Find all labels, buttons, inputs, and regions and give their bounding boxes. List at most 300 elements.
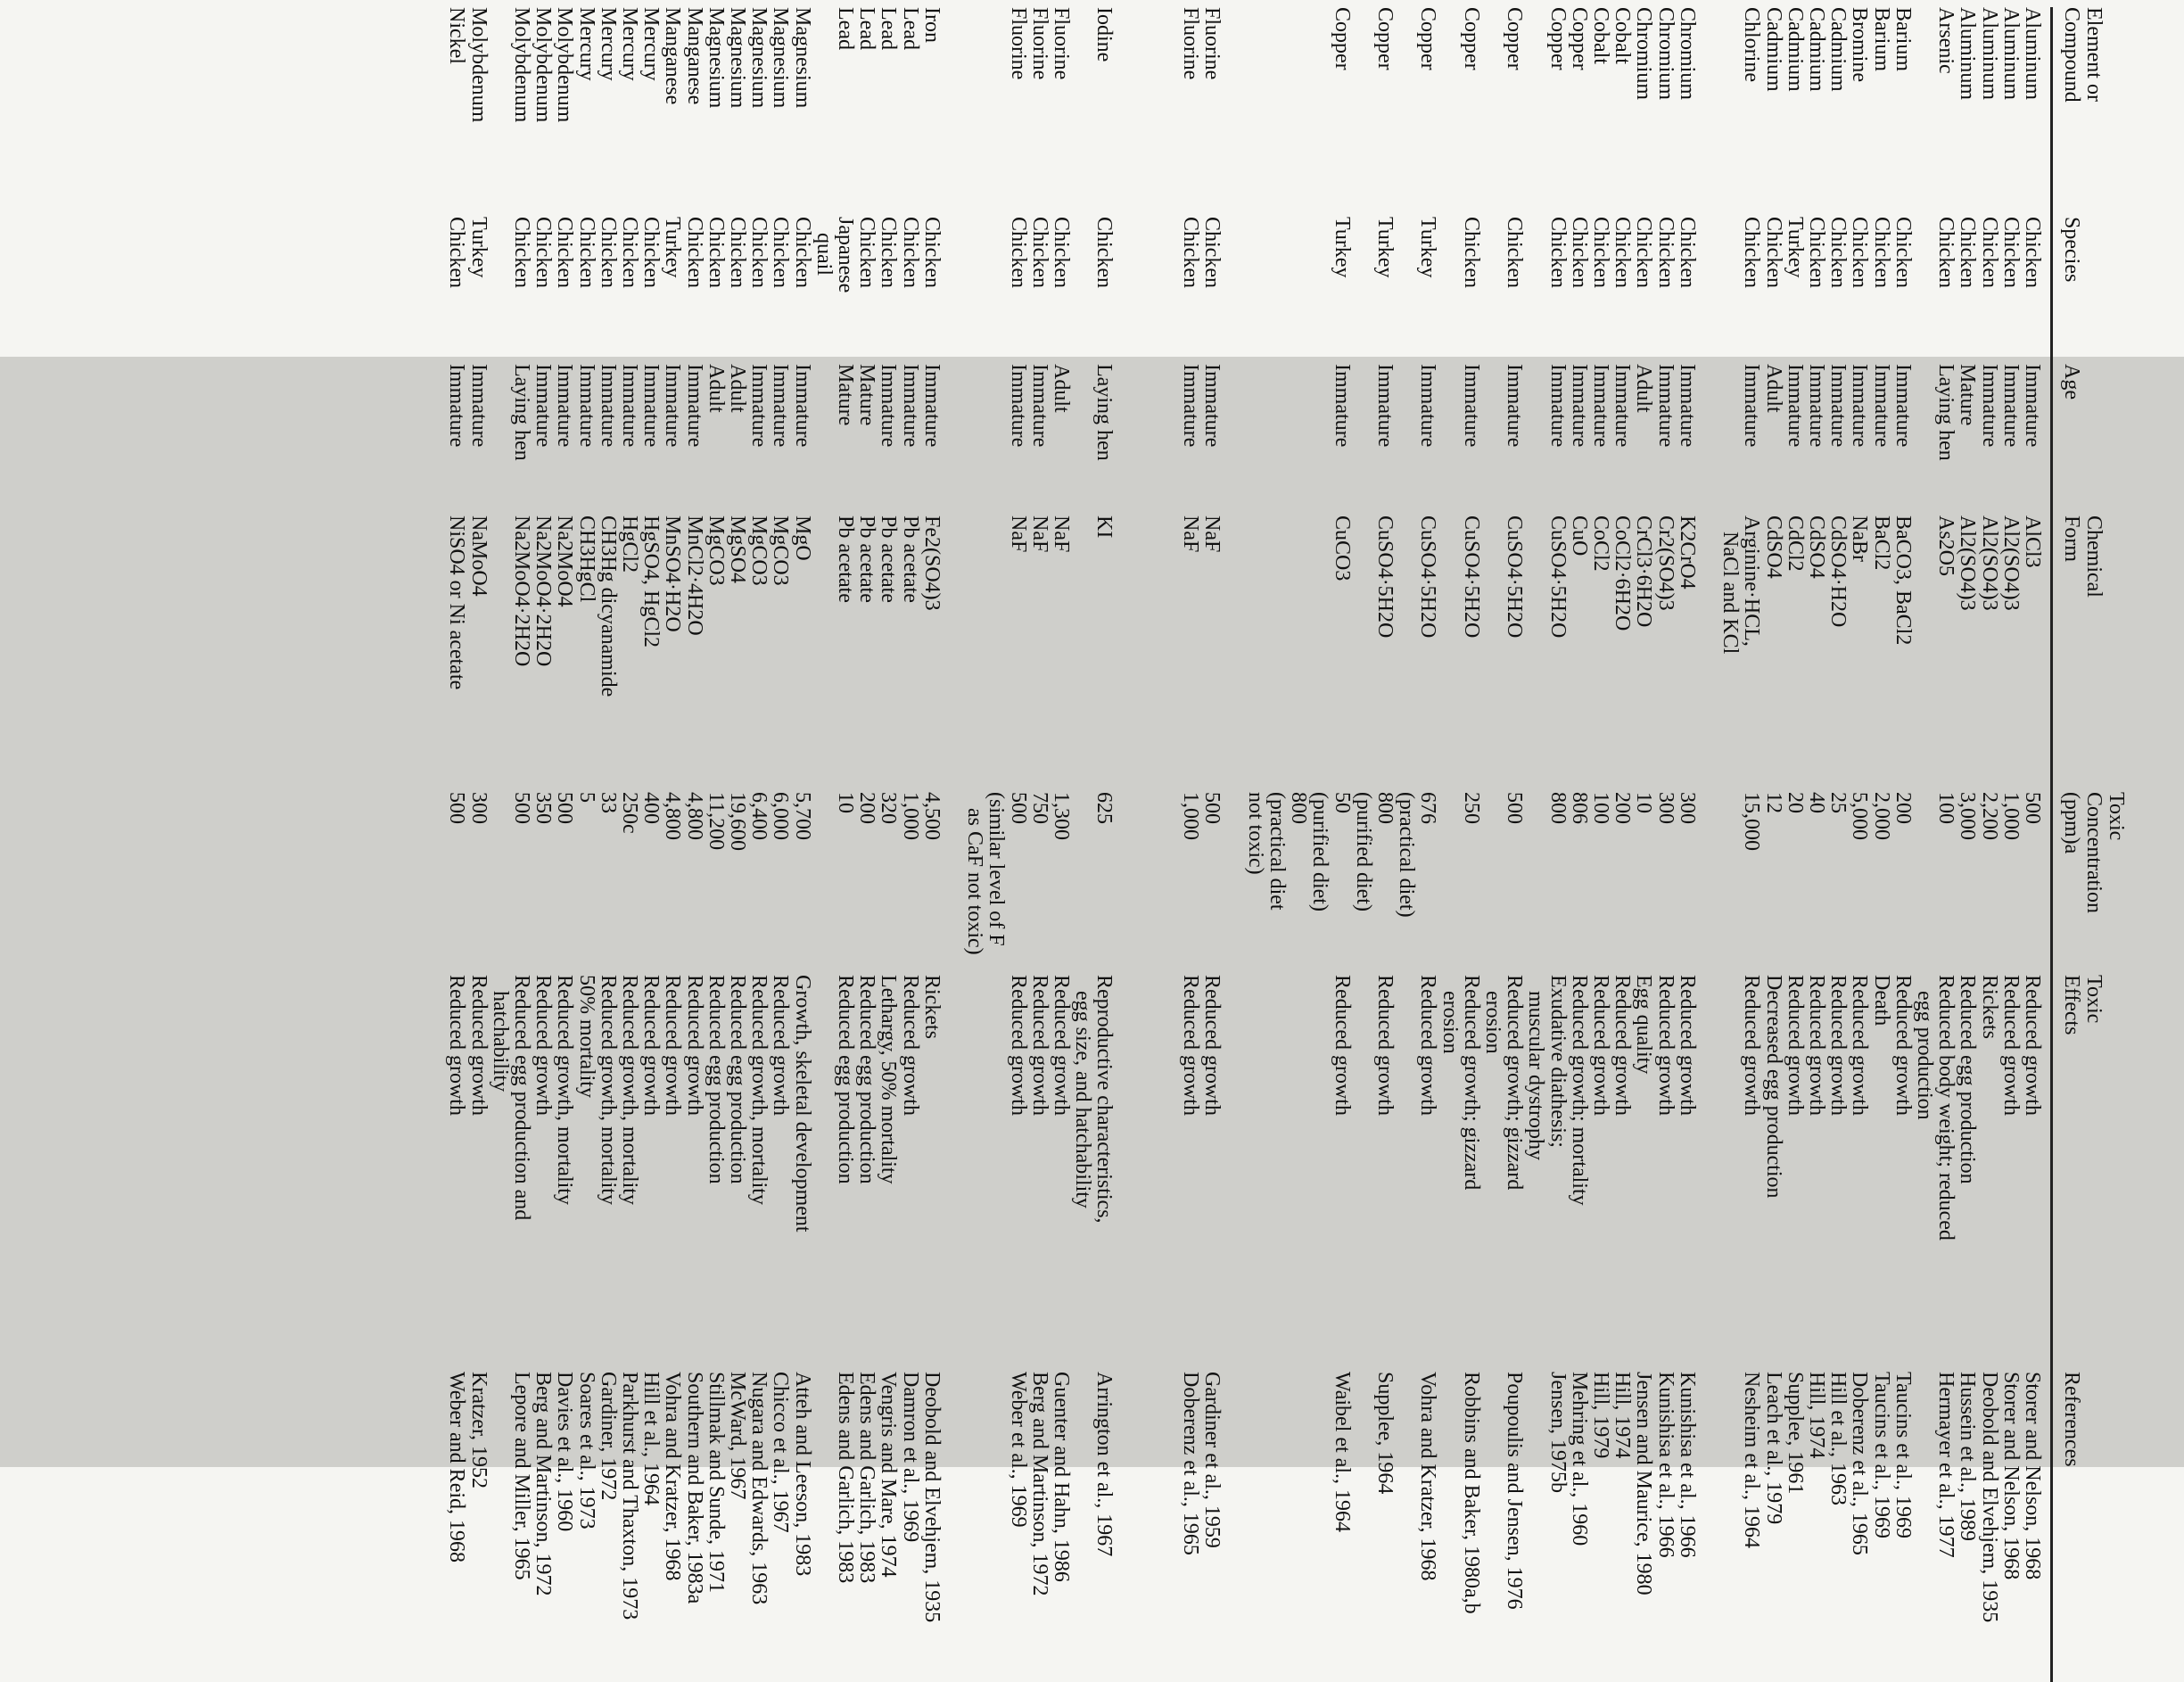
- cell-reference: Hill et al., 1963: [1826, 1372, 1850, 1505]
- cell-chemical-form: Al2(SO4)3: [1977, 515, 2001, 611]
- cell-concentration: 250: [1459, 792, 1483, 824]
- cell-concentration: 200: [1611, 792, 1635, 824]
- table-row: [511, 7, 532, 1682]
- cell-concentration: 300: [1653, 792, 1677, 824]
- cell-species: Chicken: [1848, 217, 1872, 288]
- cell-species: Chicken: [1567, 217, 1591, 288]
- cell-age: Adult: [1632, 364, 1656, 413]
- cell-species: Chicken: [1740, 217, 1764, 288]
- cell-element: Arsenic: [1934, 7, 1958, 74]
- cell-effects: Reproductive characteristics,: [1092, 975, 1117, 1224]
- table-row: [1115, 7, 1136, 1682]
- cell-age: Immature: [1416, 364, 1440, 448]
- cell-chemical-form: Fe2(SO4)3: [919, 515, 944, 611]
- table-row: [1374, 7, 1396, 1682]
- cell-reference: Soares et al., 1973: [574, 1372, 598, 1529]
- cell-species: Chicken: [1611, 217, 1635, 288]
- cell-effects: Reduced growth: [1805, 975, 1828, 1116]
- cell-effects: Reduced egg production: [726, 975, 749, 1184]
- cell-effects: 50% mortality: [574, 975, 598, 1098]
- cell-element: Lead: [898, 7, 922, 50]
- cell-reference: McWard, 1967: [726, 1372, 749, 1500]
- cell-element: Cadmium: [1761, 7, 1785, 92]
- cell-element: Magnesium: [769, 7, 793, 109]
- cell-effects: Reduced growth: [1373, 975, 1397, 1116]
- table-row: [1590, 7, 1611, 1682]
- cell-concentration: 400: [639, 792, 663, 824]
- table-row: [1762, 7, 1784, 1682]
- header-species: Species: [2060, 217, 2083, 283]
- cell-effects: Reduced growth: [2021, 975, 2044, 1116]
- cell-reference: Storer and Nelson, 1968: [1999, 1372, 2023, 1580]
- cell-effects: Reduced growth: [1783, 975, 1807, 1116]
- cell-age: Immature: [1891, 364, 1915, 448]
- cell-effects: Reduced growth: [1848, 975, 1872, 1116]
- cell-concentration: (practical diet): [1395, 792, 1419, 918]
- cell-species: Chicken: [919, 217, 944, 288]
- cell-reference: Doberenz et al., 1965: [1848, 1372, 1872, 1555]
- table-row: [1849, 7, 1870, 1682]
- cell-effects: Reduced growth; gizzard: [1503, 975, 1527, 1191]
- cell-effects: Reduced growth: [1416, 975, 1440, 1116]
- cell-chemical-form: CoCl2: [1589, 515, 1612, 572]
- cell-element: Magnesium: [704, 7, 728, 109]
- cell-age: Immature: [1027, 364, 1051, 448]
- cell-species: Turkey: [466, 217, 490, 278]
- cell-reference: Vohra and Kratzer, 1968: [1416, 1372, 1440, 1581]
- cell-element: Chromium: [1632, 7, 1656, 101]
- cell-chemical-form: Pb acetate: [834, 515, 857, 603]
- table-row: [1245, 7, 1266, 1682]
- cell-reference: Edens and Garlich, 1983: [834, 1372, 857, 1584]
- table-row: [813, 7, 835, 1682]
- table-row: [1266, 7, 1288, 1682]
- cell-species: Chicken: [553, 217, 577, 288]
- cell-element: Lead: [834, 7, 857, 50]
- cell-chemical-form: CdSO4: [1805, 515, 1828, 579]
- cell-species: Chicken: [1589, 217, 1612, 288]
- cell-element: Molybdenum: [532, 7, 556, 123]
- cell-age: Immature: [790, 364, 814, 448]
- cell-concentration: 6,400: [747, 792, 771, 840]
- cell-element: Manganese: [661, 7, 685, 105]
- cell-species: Chicken: [1006, 217, 1030, 288]
- cell-species: Chicken: [639, 217, 663, 288]
- table-row: [1158, 7, 1180, 1682]
- cell-age: Immature: [1977, 364, 2001, 448]
- cell-chemical-form: CoCl2·6H2O: [1611, 515, 1635, 631]
- table-row: [1007, 7, 1028, 1682]
- cell-species: Chicken: [1977, 217, 2001, 288]
- cell-age: Immature: [661, 364, 685, 448]
- cell-chemical-form: CuO: [1567, 515, 1591, 557]
- cell-age: Immature: [574, 364, 598, 448]
- cell-reference: Weber and Reid, 1968: [445, 1372, 469, 1563]
- cell-effects: Reduced growth: [682, 975, 706, 1116]
- cell-chemical-form: Al2(SO4)3: [1999, 515, 2023, 611]
- table-row: [1978, 7, 1999, 1682]
- cell-concentration: 500: [1503, 792, 1527, 824]
- table-row: [748, 7, 770, 1682]
- cell-effects: Reduced egg production and: [510, 975, 533, 1221]
- cell-reference: Jensen and Maurice, 1980: [1632, 1372, 1656, 1595]
- table-row: [683, 7, 705, 1682]
- cell-chemical-form: NaF: [1027, 515, 1051, 553]
- cell-element: Fluorine: [1006, 7, 1030, 80]
- cell-element: Iron: [919, 7, 944, 43]
- cell-reference: Hussein et al., 1989: [1956, 1372, 1980, 1541]
- cell-effects: erosion: [1481, 975, 1504, 1054]
- cell-reference: Parkhurst and Thaxton, 1973: [618, 1372, 641, 1620]
- table-row: [921, 7, 943, 1682]
- cell-element: Bromine: [1848, 7, 1872, 82]
- cell-age: Immature: [747, 364, 771, 448]
- table-row: [835, 7, 856, 1682]
- cell-effects: Reduced growth: [1589, 975, 1612, 1116]
- cell-age: Adult: [1761, 364, 1785, 413]
- cell-concentration: 25: [1826, 792, 1850, 813]
- cell-effects: Rickets: [1977, 975, 2001, 1039]
- cell-age: Immature: [1545, 364, 1570, 448]
- table-row: [1677, 7, 1698, 1682]
- cell-chemical-form: CuSO4·5H2O: [1459, 515, 1483, 639]
- cell-concentration: (practical diet: [1265, 792, 1289, 911]
- cell-age: Immature: [1653, 364, 1677, 448]
- cell-chemical-form: CdCl2: [1783, 515, 1807, 572]
- cell-species: Chicken: [1761, 217, 1785, 288]
- cell-species: Chicken: [1891, 217, 1915, 288]
- cell-chemical-form: MgCO3: [747, 515, 771, 586]
- cell-species: Chicken: [1179, 217, 1203, 288]
- cell-element: Cadmium: [1826, 7, 1850, 92]
- table-row: [856, 7, 878, 1682]
- cell-species: Chicken: [1653, 217, 1677, 288]
- cell-chemical-form: CuSO4·5H2O: [1545, 515, 1570, 639]
- cell-age: Immature: [1330, 364, 1354, 448]
- cell-element: Barium: [1869, 7, 1893, 71]
- cell-species: Chicken: [1826, 217, 1850, 288]
- cell-age: Laying hen: [1092, 364, 1117, 461]
- table-row: [985, 7, 1007, 1682]
- cell-element: Cobalt: [1589, 7, 1612, 64]
- cell-species: quail: [812, 217, 836, 276]
- header-references: References: [2060, 1372, 2083, 1467]
- cell-age: Immature: [1200, 364, 1224, 448]
- cell-chemical-form: CdSO4: [1761, 515, 1785, 579]
- cell-reference: Kunishisa et al., 1966: [1675, 1372, 1699, 1558]
- table-row: [1353, 7, 1374, 1682]
- cell-element: Cobalt: [1611, 7, 1635, 64]
- toxicity-table: [445, 7, 2182, 1682]
- cell-age: Immature: [1006, 364, 1030, 448]
- cell-chemical-form: CuSO4·5H2O: [1373, 515, 1397, 639]
- cell-age: Immature: [1675, 364, 1699, 448]
- cell-element: Copper: [1459, 7, 1483, 70]
- cell-chemical-form: CuSO4·5H2O: [1416, 515, 1440, 639]
- table-row: [943, 7, 964, 1682]
- cell-element: Cadmium: [1805, 7, 1828, 92]
- cell-species: Chicken: [704, 217, 728, 288]
- cell-reference: Taucins et al., 1969: [1869, 1372, 1893, 1538]
- table-row: [1827, 7, 1849, 1682]
- cell-effects: Reduced growth: [532, 975, 556, 1116]
- cell-concentration: 33: [596, 792, 620, 813]
- cell-concentration: 50: [1330, 792, 1354, 813]
- cell-age: Immature: [2021, 364, 2044, 448]
- table-row: [791, 7, 812, 1682]
- cell-concentration: 676: [1416, 792, 1440, 824]
- table-row: [1331, 7, 1352, 1682]
- cell-element: Lead: [877, 7, 901, 50]
- cell-age: Adult: [704, 364, 728, 413]
- table-row: [1223, 7, 1244, 1682]
- cell-element: Copper: [1545, 7, 1570, 70]
- cell-age: Immature: [466, 364, 490, 448]
- cell-effects: Reduced egg production: [834, 975, 857, 1184]
- cell-species: Chicken: [1869, 217, 1893, 288]
- table-row: [705, 7, 727, 1682]
- cell-chemical-form: MgCO3: [704, 515, 728, 586]
- cell-reference: Kratzer, 1952: [466, 1372, 490, 1488]
- table-row: [1611, 7, 1633, 1682]
- cell-concentration: 5: [574, 792, 598, 803]
- table-row: [640, 7, 662, 1682]
- cell-chemical-form: CuSO4·5H2O: [1503, 515, 1527, 639]
- cell-concentration: 800: [1545, 792, 1570, 824]
- cell-chemical-form: Na2MoO4: [553, 515, 577, 607]
- table-row: [1051, 7, 1072, 1682]
- cell-effects: Reduced egg production: [704, 975, 728, 1184]
- cell-age: Immature: [1999, 364, 2023, 448]
- cell-age: Mature: [855, 364, 879, 426]
- cell-concentration: (purified diet): [1351, 792, 1375, 911]
- cell-effects: Reduced egg production: [855, 975, 879, 1184]
- cell-effects: Growth, skeletal development: [790, 975, 814, 1233]
- cell-concentration: 5,700: [790, 792, 814, 840]
- cell-concentration: (similar level of F: [985, 792, 1009, 946]
- cell-chemical-form: Arginine·HCL,: [1740, 515, 1764, 647]
- cell-chemical-form: Pb acetate: [898, 515, 922, 603]
- table-row: [1654, 7, 1676, 1682]
- table-row: [1504, 7, 1525, 1682]
- cell-reference: Vohra and Kratzer, 1968: [661, 1372, 685, 1581]
- cell-effects: Reduced growth: [466, 975, 490, 1116]
- cell-effects: Reduced growth: [1330, 975, 1354, 1116]
- cell-species: Chicken: [1200, 217, 1224, 288]
- cell-age: Immature: [1826, 364, 1850, 448]
- cell-element: Copper: [1567, 7, 1591, 70]
- cell-reference: Robbins and Baker, 1980a,b: [1459, 1372, 1483, 1614]
- cell-age: Immature: [532, 364, 556, 448]
- cell-concentration: 1,000: [1179, 792, 1203, 840]
- cell-effects: Reduced growth: [661, 975, 685, 1116]
- cell-chemical-form: HgCl2: [618, 515, 641, 573]
- cell-chemical-form: NiSO4 or Ni acetate: [445, 515, 469, 690]
- cell-element: Nickel: [445, 7, 469, 64]
- cell-element: Mercury: [618, 7, 641, 81]
- cell-species: Japanese: [834, 217, 857, 293]
- cell-chemical-form: Na2MoO4·2H2O: [510, 515, 533, 667]
- table-row: [532, 7, 554, 1682]
- cell-effects: erosion: [1438, 975, 1462, 1054]
- cell-element: Magnesium: [726, 7, 749, 109]
- cell-concentration: (purified diet): [1308, 792, 1332, 911]
- cell-element: Chromium: [1675, 7, 1699, 101]
- cell-effects: Reduced growth: [1179, 975, 1203, 1116]
- cell-age: Immature: [1567, 364, 1591, 448]
- table-row: [1546, 7, 1568, 1682]
- cell-effects: Reduced growth: [1006, 975, 1030, 1116]
- cell-reference: Hermayer et al., 1977: [1934, 1372, 1958, 1558]
- cell-element: Copper: [1330, 7, 1354, 70]
- cell-chemical-form: MnSO4·H2O: [661, 515, 685, 632]
- table-row: [1892, 7, 1914, 1682]
- cell-age: Immature: [1373, 364, 1397, 448]
- cell-species: Chicken: [445, 217, 469, 288]
- cell-reference: Weber et al., 1969: [1006, 1372, 1030, 1528]
- cell-concentration: 15,000: [1740, 792, 1764, 851]
- cell-chemical-form: CrCl3·6H2O: [1632, 515, 1656, 628]
- table-row: [554, 7, 575, 1682]
- cell-concentration: 300: [466, 792, 490, 824]
- table-row: [1461, 7, 1482, 1682]
- cell-effects: Reduced growth: [445, 975, 469, 1116]
- cell-reference: Lepore and Miller, 1965: [510, 1372, 533, 1580]
- header-chemical-form: Chemical Form: [2060, 515, 2106, 598]
- cell-reference: Gardiner, 1972: [596, 1372, 620, 1501]
- cell-effects: Reduced growth: [639, 975, 663, 1116]
- cell-effects: Reduced growth, mortality: [618, 975, 641, 1205]
- cell-species: Chicken: [1503, 217, 1527, 288]
- table-row: [1569, 7, 1590, 1682]
- cell-species: Chicken: [898, 217, 922, 288]
- cell-concentration: 2,200: [1977, 792, 2001, 840]
- table-row: [1288, 7, 1309, 1682]
- cell-reference: Waibel et al., 1964: [1330, 1372, 1354, 1533]
- cell-concentration: 300: [1675, 792, 1699, 824]
- cell-element: Molybdenum: [553, 7, 577, 123]
- cell-species: Chicken: [574, 217, 598, 288]
- cell-element: Lead: [855, 7, 879, 50]
- cell-concentration: 500: [1200, 792, 1224, 824]
- cell-reference: Gardiner et al., 1959: [1200, 1372, 1224, 1548]
- cell-reference: Deobold and Elvehjem, 1935: [1977, 1372, 2001, 1623]
- cell-chemical-form: K2CrO4: [1675, 515, 1699, 590]
- cell-reference: Edens and Garlich, 1983: [855, 1372, 879, 1584]
- cell-effects: Reduced growth: [1050, 975, 1073, 1116]
- table-row: [1072, 7, 1093, 1682]
- cell-element: Magnesium: [790, 7, 814, 109]
- cell-age: Immature: [1611, 364, 1635, 448]
- cell-concentration: 250c: [618, 792, 641, 834]
- cell-element: Fluorine: [1179, 7, 1203, 80]
- cell-chemical-form: Cr2(SO4)3: [1653, 515, 1677, 611]
- cell-reference: Kunishisa et al., 1966: [1653, 1372, 1677, 1558]
- cell-effects: Reduced growth: [898, 975, 922, 1116]
- cell-concentration: 100: [1934, 792, 1958, 824]
- table-row: [1806, 7, 1827, 1682]
- cell-age: Mature: [834, 364, 857, 426]
- cell-species: Chicken: [1934, 217, 1958, 288]
- cell-age: Immature: [1848, 364, 1872, 448]
- cell-concentration: 750: [1027, 792, 1051, 824]
- cell-concentration: 1,000: [898, 792, 922, 840]
- table-row: [2022, 7, 2043, 1682]
- cell-species: Chicken: [790, 217, 814, 288]
- cell-reference: Jensen, 1975b: [1545, 1372, 1570, 1493]
- table-row: [1180, 7, 1201, 1682]
- cell-species: Turkey: [1330, 217, 1354, 278]
- header-age: Age: [2060, 364, 2083, 400]
- cell-reference: Hill et al., 1964: [639, 1372, 663, 1505]
- table-row: [490, 7, 511, 1682]
- cell-species: Chicken: [1092, 217, 1117, 288]
- cell-species: Chicken: [726, 217, 749, 288]
- cell-species: Chicken: [1545, 217, 1570, 288]
- cell-element: Copper: [1373, 7, 1397, 70]
- cell-element: Magnesium: [747, 7, 771, 109]
- table-row: [467, 7, 489, 1682]
- table-row: [1438, 7, 1460, 1682]
- cell-reference: Guenter and Hahn, 1986: [1050, 1372, 1073, 1582]
- cell-concentration: 500: [510, 792, 533, 824]
- cell-element: Manganese: [682, 7, 706, 105]
- cell-concentration: 2,000: [1869, 792, 1893, 840]
- cell-effects: Reduced growth, mortality: [553, 975, 577, 1205]
- table-row: [575, 7, 597, 1682]
- cell-species: Chicken: [1675, 217, 1699, 288]
- cell-element: Aluminum: [1956, 7, 1980, 101]
- cell-concentration: 350: [532, 792, 556, 824]
- cell-age: Adult: [1050, 364, 1073, 413]
- cell-reference: Hill, 1979: [1589, 1372, 1612, 1459]
- cell-chemical-form: CuCO3: [1330, 515, 1354, 581]
- cell-age: Laying hen: [510, 364, 533, 461]
- cell-reference: Chicco et al., 1967: [769, 1372, 793, 1533]
- cell-species: Chicken: [747, 217, 771, 288]
- cell-effects: Reduced growth: [1826, 975, 1850, 1116]
- table-row: [1741, 7, 1762, 1682]
- cell-reference: Damron et al., 1969: [898, 1372, 922, 1543]
- cell-chemical-form: NaMoO4: [466, 515, 490, 597]
- table-row: [770, 7, 791, 1682]
- cell-chemical-form: As2O5: [1934, 515, 1958, 577]
- cell-effects: egg size, and hatchability: [1071, 975, 1095, 1208]
- cell-effects: Reduced egg production: [1956, 975, 1980, 1184]
- cell-chemical-form: KI: [1092, 515, 1117, 539]
- cell-species: Chicken: [510, 217, 533, 288]
- cell-concentration: not toxic): [1243, 792, 1267, 875]
- cell-concentration: 1,300: [1050, 792, 1073, 840]
- header-toxic-concentration: Toxic Concentration (ppm)a: [2060, 792, 2128, 913]
- cell-concentration: 6,000: [769, 792, 793, 840]
- header-element: Element or Compound: [2060, 7, 2106, 103]
- cell-effects: Reduced growth: [769, 975, 793, 1116]
- cell-reference: Supplee, 1961: [1783, 1372, 1807, 1495]
- cell-age: Immature: [1805, 364, 1828, 448]
- table-row: [1029, 7, 1051, 1682]
- cell-age: Immature: [898, 364, 922, 448]
- table-row: [1309, 7, 1331, 1682]
- cell-concentration: 10: [1632, 792, 1656, 813]
- table-row: [727, 7, 748, 1682]
- cell-reference: Supplee, 1964: [1373, 1372, 1397, 1495]
- table-row: [1396, 7, 1417, 1682]
- cell-element: Fluorine: [1200, 7, 1224, 80]
- cell-effects: Reduced growth: [1653, 975, 1677, 1116]
- cell-concentration: 4,800: [682, 792, 706, 840]
- cell-chemical-form: CdSO4·H2O: [1826, 515, 1850, 628]
